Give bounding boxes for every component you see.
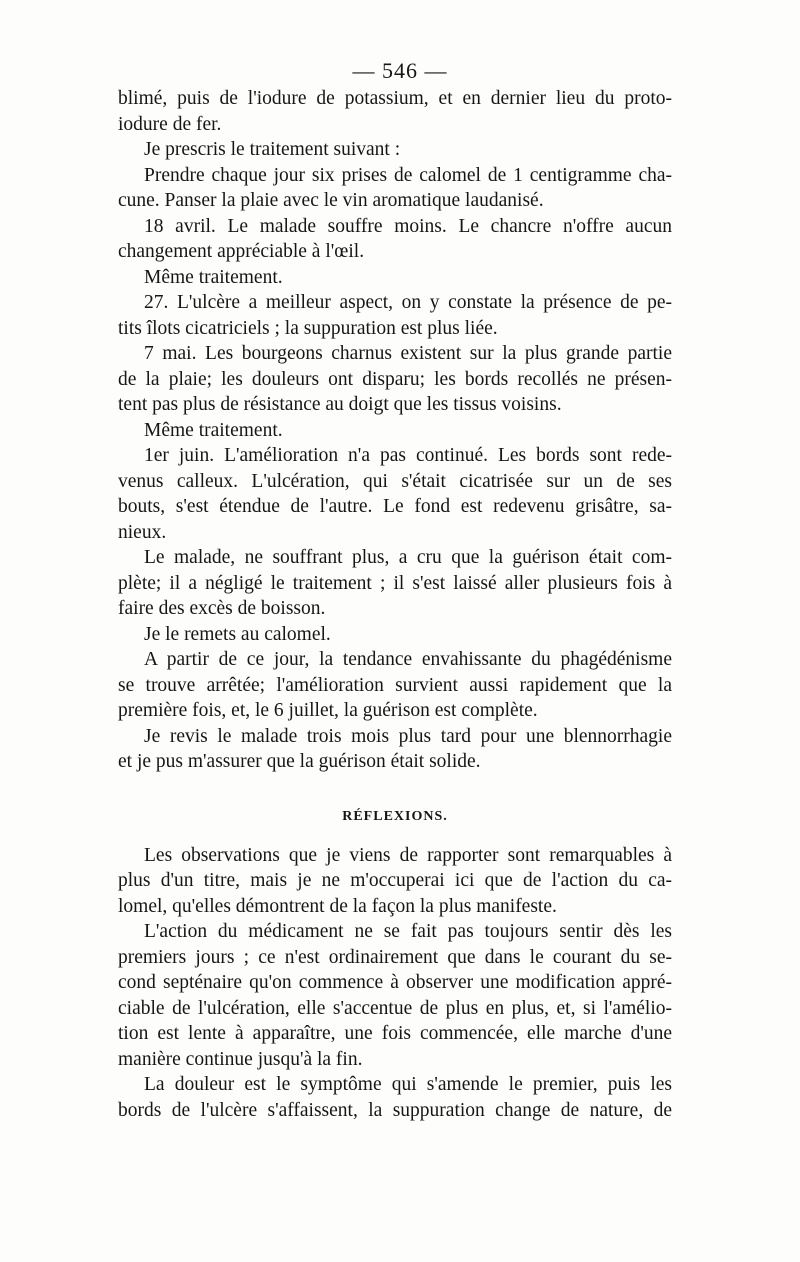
text-line: ciable de l'ulcération, elle s'accentue de plus en plus, et, si l'amélio- <box>118 997 672 1019</box>
text-line: 7 mai. Les bourgeons charnus existent sur la plus grande partie <box>144 343 672 364</box>
section-gap <box>118 775 672 805</box>
text-line: 1er juin. L'amélioration n'a pas continué. Les bords sont rede- <box>144 445 672 466</box>
text-line: lomel, qu'elles démontrent de la façon la plus manifeste. <box>118 895 557 917</box>
text-line: Même traitement. <box>144 266 283 288</box>
text-line: Les observations que je viens de rapporter sont remarquables à <box>144 844 672 866</box>
text-line: Même traitement. <box>144 419 283 441</box>
text-line: Je revis le malade trois mois plus tard pour une blennorrhagie <box>144 725 672 747</box>
text-line: se trouve arrêtée; l'amélioration survient aussi rapidement que la <box>118 674 672 696</box>
text-line: iodure de fer. <box>118 113 222 135</box>
text-line: venus calleux. L'ulcération, qui s'était cicatrisée sur un de ses <box>118 470 672 492</box>
text-line: 18 avril. Le malade souffre moins. Le chancre n'offre aucun <box>144 215 672 237</box>
text-line: tion est lente à apparaître, une fois commencée, elle marche d'une <box>118 1023 672 1044</box>
text-line: et je pus m'assurer que la guérison était solide. <box>118 751 481 772</box>
text-line: La douleur est le symptôme qui s'amende le premier, puis les <box>144 1074 672 1095</box>
text-line: nieux. <box>118 521 167 543</box>
text-line: plus d'un titre, mais je ne m'occuperai ici que de l'action du ca- <box>118 870 672 891</box>
text-line: plète; il a négligé le traitement ; il s'est laissé aller plusieurs fois à <box>118 572 672 594</box>
text-line: changement appréciable à l'œil. <box>118 241 365 262</box>
text-line: 27. L'ulcère a meilleur aspect, on y constate la présence de pe- <box>144 292 672 313</box>
text-line: bouts, s'est étendue de l'autre. Le fond est redevenu grisâtre, sa- <box>118 496 672 517</box>
text-line: Je le remets au calomel. <box>144 623 331 645</box>
page-text <box>118 86 672 1123</box>
text-line: Prendre chaque jour six prises de calomel de 1 centigramme cha- <box>144 164 672 186</box>
text-line: manière continue jusqu'à la fin. <box>118 1048 363 1070</box>
reflections-text <box>118 843 672 1124</box>
text-line: cond septénaire qu'on commence à observer une modification appré- <box>118 972 672 993</box>
case-report-text <box>118 86 672 775</box>
text-line: première fois, et, le 6 juillet, la guérison est complète. <box>118 700 538 721</box>
text-line: premiers jours ; ce n'est ordinairement que dans le courant du se- <box>118 946 672 968</box>
text-line: bords de l'ulcère s'affaissent, la suppuration change de nature, de <box>118 1099 672 1121</box>
text-line: Je prescris le traitement suivant : <box>144 139 401 160</box>
text-line: tits îlots cicatriciels ; la suppuration est plus liée. <box>118 317 498 339</box>
text-line: A partir de ce jour, la tendance envahissante du phagédénisme <box>144 649 672 670</box>
text-line: L'action du médicament ne se fait pas toujours sentir dès les <box>144 921 672 942</box>
text-line: de la plaie; les douleurs ont disparu; les bords recollés ne présen- <box>118 368 672 390</box>
section-heading: RÉFLEXIONS. <box>342 808 448 824</box>
text-line: faire des excès de boisson. <box>118 598 326 619</box>
text-line: tent pas plus de résistance au doigt que les tissus voisins. <box>118 394 562 415</box>
text-line: blimé, puis de l'iodure de potassium, et en dernier lieu du proto- <box>118 88 672 109</box>
text-line: Le malade, ne souffrant plus, a cru que la guérison était com- <box>144 547 672 568</box>
page-number: — 546 — <box>352 58 448 83</box>
text-line: cune. Panser la plaie avec le vin aromatique laudanisé. <box>118 190 544 211</box>
